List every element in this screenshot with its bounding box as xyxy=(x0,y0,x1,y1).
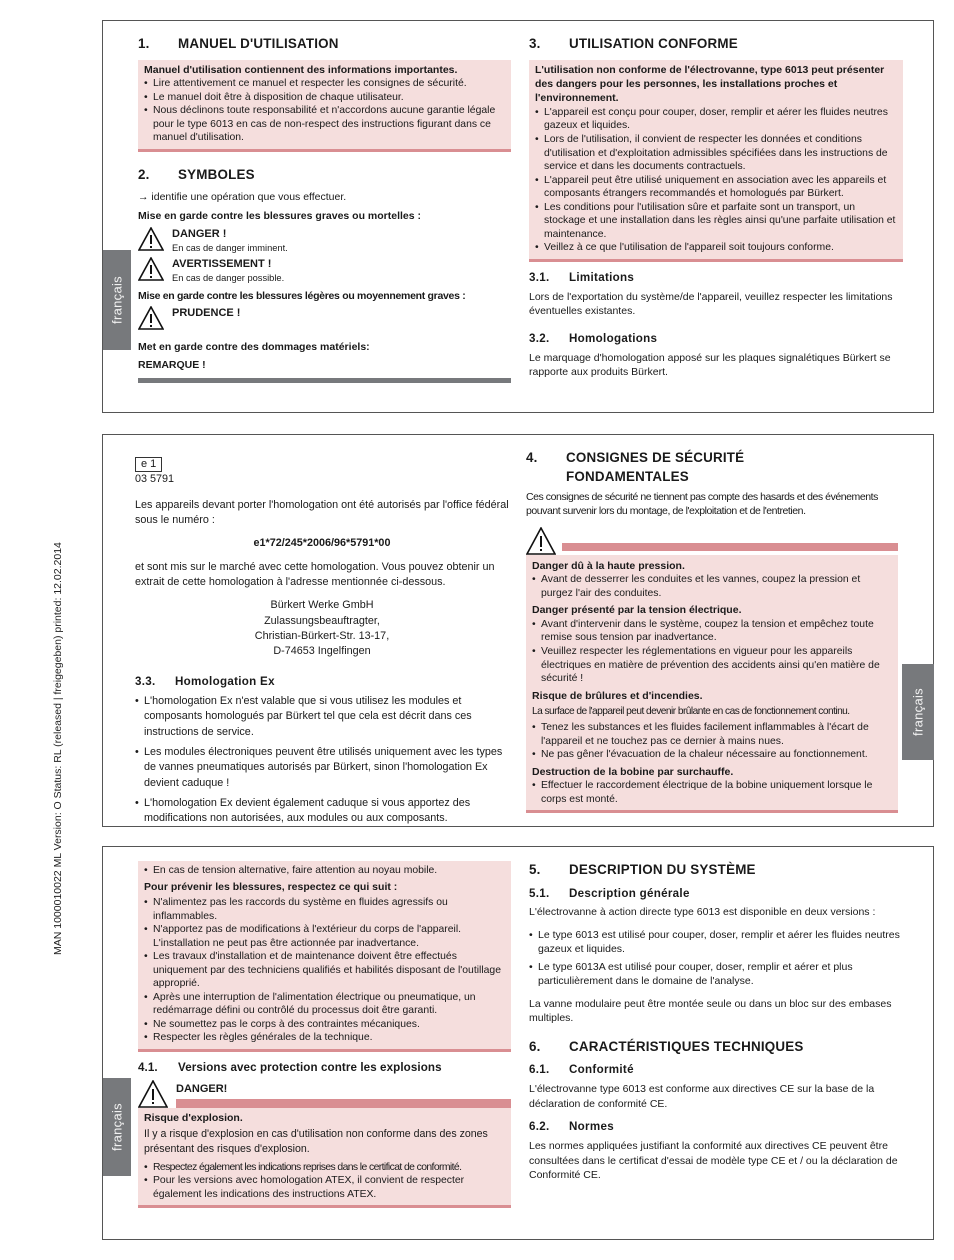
language-tab: français xyxy=(902,664,934,760)
warning-triangle-icon xyxy=(138,306,164,330)
list-item: • Les modules électroniques peuvent être utilisés uniquement avec les types de vannes pneumatiques autorisés par Bürkert, sinon l'homologation Ex devient caduque ! xyxy=(135,745,509,791)
paragraph: La vanne modulaire peut être montée seule ou dans un bloc sur des embases multiples. xyxy=(529,997,892,1025)
paragraph: Lors de l'exportation du système/de l'appareil, veuillez respecter les limitations éventuelles existantes. xyxy=(529,290,893,318)
page-panel-1 xyxy=(102,20,934,413)
paragraph: Les normes appliquées justifiant la conformité aux directives CE peuvent être consultées dans le certificat d'essai de modèle type CE et / ou la déclaration de Conformité CE. xyxy=(529,1140,898,1182)
list-item: • Veuillez respecter les réglementations en vigueur pour les appareils électriques en matière de prévention des accidents ainsi qu'en matière de sécurité ! xyxy=(532,645,892,686)
list-item: • Avant d'intervenir dans le système, coupez la tension et empêchez toute remise sous tension par inadvertance. xyxy=(532,618,892,645)
list-item: • Respecter les règles générales de la technique. xyxy=(144,1031,505,1045)
list-item: • N'apportez pas de modifications à l'extérieur du corps de l'appareil. L'installation ne peut pas être actionnée par inadvertance. xyxy=(144,923,505,950)
list-item: • N'alimentez pas les raccords du système en fluides agressifs ou inflammables. xyxy=(144,896,505,923)
left-column xyxy=(138,861,511,1208)
language-tab: français xyxy=(103,1078,131,1176)
paragraph: et sont mis sur le marché avec cette homologation. Vous pouvez obtenir un extrait de cette homologation à l'adresse mentionnée ci-dessous. xyxy=(135,560,495,588)
paragraph: La surface de l'appareil peut devenir brûlante en cas de fonctionnement continu. xyxy=(532,706,850,718)
list-item: • Lors de l'utilisation, il convient de respecter les données et conditions d'utilisation et d'exploitation admissibles spécifiées dans les instructions de service et dans les documents contractuels. xyxy=(535,133,897,174)
paragraph: L'électrovanne type 6013 est conforme aux directives CE sur la base de la déclaration de conformité CE. xyxy=(529,1083,875,1110)
section-heading: 5. DESCRIPTION DU SYSTÈME xyxy=(529,862,756,877)
section-heading: 3. UTILISATION CONFORME xyxy=(529,36,738,51)
paragraph: L'électrovanne à action directe type 6013 est disponible en deux versions : xyxy=(529,906,876,919)
page-panel-2 xyxy=(102,434,934,827)
e1-number: 03 5791 xyxy=(135,473,175,486)
warning-triangle-icon xyxy=(138,257,164,281)
list-item: • Respectez également les indications reprises dans le certificat de conformité. xyxy=(144,1161,505,1175)
list-item: • Les conditions pour l'utilisation sûre et parfaite sont un transport, un stockage et une installation dans les règles ainsi qu'une parfaite utilisation et maintenance. xyxy=(535,201,897,242)
page-panel-3 xyxy=(102,846,934,1240)
info-box: Manuel d'utilisation contiennent des informations importantes. • Lire attentivement ce manuel et respecter les consignes de sécurité. • Le manuel doit être à disposition de chaque utilisateur. • Nous déclinons toute responsabilité et n'accordons aucune garantie légale pour le type 6013 en cas de non-respect des instructions figurant dans ce manuel d'utilisation. xyxy=(138,60,511,152)
safety-box: Risque d'explosion. Il y a risque d'explosion en cas d'utilisation non conforme dans des zones présentant des risques d'explosion. • Respectez également les indications reprises dans le certificat de conformité. • Pour les versions avec homologation ATEX, il convient de respecter également les indications des instructions ATEX. xyxy=(138,1108,511,1208)
subsection-heading: 6.1. Conformité xyxy=(529,1063,634,1077)
prudence-symbol-row: PRUDENCE ! xyxy=(138,306,511,330)
subsection-heading: 5.1. Description générale xyxy=(529,886,690,900)
right-column xyxy=(526,449,898,813)
warning-caption: Mise en garde contre les blessures graves ou mortelles : xyxy=(138,209,422,222)
list-item: • Le type 6013 est utilisé pour couper, doser, remplir et aérer les fluides neutres gazeux et liquides. xyxy=(529,928,903,957)
info-box: L'utilisation non conforme de l'électrovanne, type 6013 peut présenter des dangers pour les personnes, les installations proches et l'environnement. • L'appareil est conçu pour couper, doser, remplir et aérer les fluides neutres gazeux et liquides. • Lors de l'utilisation, il convient de respecter les données et conditions d'utilisation et d'exploitation admissibles spécifiées dans les instructions de service et dans les documents contractuels. • L'appareil peut être utilisé uniquement en association avec les appareils et composants étrangers recommandés et homologués par Bürkert. • Les conditions pour l'utilisation sûre et parfaite sont un transport, un stockage et une installation dans les règles ainsi qu'une parfaite utilisation et maintenance. • Veillez à ce que l'utilisation de l'appareil soit toujours conforme. xyxy=(529,60,903,262)
list-item: • L'homologation Ex devient également caduque si vous apportez des modifications non autorisées, aux modules ou aux composants. xyxy=(135,796,509,827)
document-status-meta: MAN 1000010022 ML Version: O Status: RL (released | freigegeben) printed: 12.02.2014 xyxy=(52,542,64,955)
right-column xyxy=(529,35,903,388)
paragraph: Il y a risque d'explosion en cas d'utilisation non conforme dans des zones présentant des risques d'explosion. xyxy=(144,1128,488,1155)
list-item: • Effectuer le raccordement électrique de la bobine uniquement lorsque le corps est monté. xyxy=(532,779,892,806)
paragraph: Ces consignes de sécurité ne tiennent pas compte des hasards et des événements pouvant survenir lors du montage, de l'exploitation et de l'entretien. xyxy=(526,491,878,518)
list-item: • Le type 6013A est utilisé pour couper, doser, remplir et aérer et plus particulièrement dans le domaine de l'analyse. xyxy=(529,960,903,989)
list-item: • Après une interruption de l'alimentation électrique ou pneumatique, un redémarrage défini ou contrôlé du processus doit être garanti. xyxy=(144,991,505,1018)
paragraph: Les appareils devant porter l'homologation ont été autorisés par l'office fédéral sous le numéro : xyxy=(135,498,509,526)
warning-triangle-icon xyxy=(138,227,164,251)
warning-triangle-icon xyxy=(138,1080,168,1108)
language-tab: français xyxy=(103,250,131,350)
left-column xyxy=(135,457,509,827)
list-item: • Ne soumettez pas le corps à des contraintes mécaniques. xyxy=(144,1018,505,1032)
warning-triangle-icon xyxy=(526,527,556,555)
section-heading: 4. CONSIGNES DE SÉCURITÉ FONDAMENTALES xyxy=(526,450,745,484)
e1-mark: e 1 xyxy=(135,457,162,472)
list-item: • Veillez à ce que l'utilisation de l'appareil soit toujours conforme. xyxy=(535,241,897,255)
section-heading: 2. SYMBOLES xyxy=(138,166,255,182)
list-item: • Tenez les substances et les fluides facilement inflammables à l'écart de l'appareil et ne touchez pas ce dernier à mains nues. xyxy=(532,721,892,748)
address-block: Bürkert Werke GmbH Zulassungsbeauftragter, Christian-Bürkert-Str. 13-17, D-74653 Ingelfingen xyxy=(254,599,390,658)
safety-box: Danger dû à la haute pression. • Avant de desserrer les conduites et les vannes, coupez la pression et purgez l'air des conduites. Danger présenté par la tension électrique. • Avant d'intervenir dans le système, coupez la tension et empêchez toute remise sous tension par inadvertance. • Veuillez respecter les réglementations en vigueur pour les appareils électriques en matière de prévention des accidents ainsi qu'en matière de sécurité ! Risque de brûlures et d'incendies. La surface de l'appareil peut devenir brûlante en cas de fonctionnement continu. • Tenez les substances et les fluides facilement inflammables à l'écart de l'appareil et ne touchez pas ce dernier à mains nues. • Ne pas gêner l'évacuation de la chaleur nécessaire au fonctionnement. Destruction de la bobine par surchauffe. • Effectuer le raccordement électrique de la bobine uniquement lorsque le corps est monté. xyxy=(526,555,898,813)
subsection-heading: 3.3. Homologation Ex xyxy=(135,674,275,688)
paragraph: Le marquage d'homologation apposé sur les plaques signalétiques Bürkert se rapporte aux produits Bürkert. xyxy=(529,351,891,379)
arrow-text: → identifie une opération que vous effectuer. xyxy=(138,191,347,204)
divider xyxy=(138,378,511,383)
danger-header: DANGER! xyxy=(138,1080,511,1108)
subsection-heading: 3.2. Homologations xyxy=(529,331,658,345)
section-heading: 6. CARACTÉRISTIQUES TECHNIQUES xyxy=(529,1038,804,1054)
warning-caption: Mise en garde contre les blessures légères ou moyennement graves : xyxy=(138,290,466,303)
list-item: • Le manuel doit être à disposition de chaque utilisateur. xyxy=(144,91,505,105)
list-item: • Ne pas gêner l'évacuation de la chaleur nécessaire au fonctionnement. xyxy=(532,748,892,762)
left-column xyxy=(138,35,511,383)
subsection-heading: 6.2. Normes xyxy=(529,1120,614,1134)
list-item: • Lire attentivement ce manuel et respecter les consignes de sécurité. xyxy=(144,77,505,91)
safety-box: • En cas de tension alternative, faire attention au noyau mobile. Pour prévenir les blessures, respectez ce qui suit : • N'alimentez pas les raccords du système en fluides agressifs ou inflammables. • N'apportez pas de modifications à l'extérieur du corps de l'appareil. L'installation ne peut pas être actionnée par inadvertance. • Les travaux d'installation et de maintenance doivent être effectués uniquement par des techniciens qualifiés et habilités disposant de l'outillage approprié. • Après une interruption de l'alimentation électrique ou pneumatique, un redémarrage défini ou contrôlé du processus doit être garanti. • Ne soumettez pas le corps à des contraintes mécaniques. • Respecter les règles générales de la technique. xyxy=(138,861,511,1052)
remarque-label: REMARQUE ! xyxy=(138,359,206,371)
right-column xyxy=(529,861,903,1191)
section-heading: 1. MANUEL D'UTILISATION xyxy=(138,36,339,51)
list-item: • L'appareil est conçu pour couper, doser, remplir et aérer les fluides neutres gazeux et liquides. xyxy=(535,106,897,133)
homologation-number: e1*72/245*2006/96*5791*00 xyxy=(253,537,391,550)
list-item: • Nous déclinons toute responsabilité et n'accordons aucune garantie légale pour le type 6013 en cas de non-respect des instructions figurant dans ce manuel d'utilisation. xyxy=(144,104,505,145)
avertissement-symbol-row: AVERTISSEMENT ! En cas de danger possible. xyxy=(138,257,511,285)
list-item: • L'appareil peut être utilisé uniquement en association avec les appareils et composants étrangers recommandés et homologués par Bürkert. xyxy=(535,174,897,201)
list-item: • Les travaux d'installation et de maintenance doivent être effectués uniquement par des techniciens qualifiés et habilités disposant de l'outillage approprié. xyxy=(144,950,505,991)
danger-symbol-row: DANGER ! En cas de danger imminent. xyxy=(138,227,511,255)
warning-caption: Met en garde contre des dommages matériels: xyxy=(138,340,370,353)
list-item: • En cas de tension alternative, faire attention au noyau mobile. xyxy=(144,864,505,878)
list-item: • L'homologation Ex n'est valable que si vous utilisez les modules et composants homologués par Bürkert tel que cela est décrit dans ces instructions de service. xyxy=(135,694,509,740)
list-item: • Avant de desserrer les conduites et les vannes, coupez la pression et purgez l'air des conduites. xyxy=(532,573,892,600)
danger-header xyxy=(526,527,898,555)
list-item: • Pour les versions avec homologation ATEX, il convient de respecter également les indications des instructions ATEX. xyxy=(144,1174,505,1201)
subsection-heading: 3.1. Limitations xyxy=(529,270,635,284)
subsection-heading: 4.1. Versions avec protection contre les explosions xyxy=(138,1060,442,1074)
